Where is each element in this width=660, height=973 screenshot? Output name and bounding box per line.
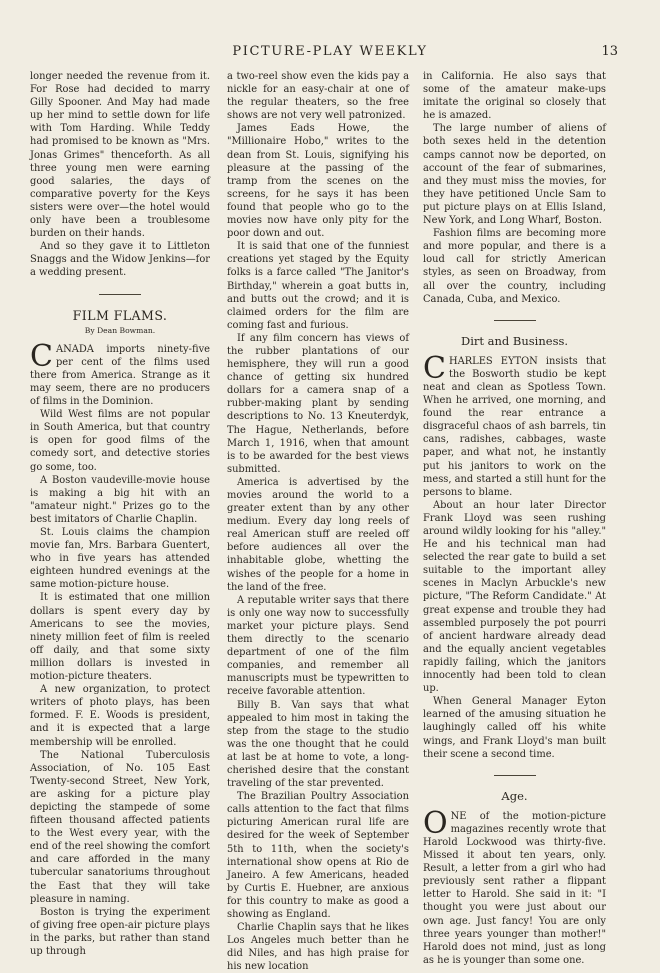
article-paragraph: A Boston vaudeville-movie house is making a big hit with an "amateur night." Prizes go to the best imitators of Charlie Chaplin. [30, 474, 210, 525]
drop-cap: C [423, 350, 446, 386]
article-paragraph: About an hour later Director Frank Lloyd was seen rushing around wildly looking for his "alley." He and his technical man had selected the rear gate to build a set suitable to the important alley scenes in Maclyn Arbuckle's new picture, "The Reform Candidate." At great expense and trouble they had assembled purposely the pot pourri of ancient hardware already dead and the equally ancient vegetables rapidly failing, which the janitors innocently had been told to clean up. [423, 499, 606, 695]
article-paragraph: America is advertised by the movies around the world to a greater extent than by any other medium. Every day long reels of real American stuff are reeled off before audiences all over the inhabitable globe, whetting the wishes of the people for a home in the land of the free. [227, 476, 409, 593]
film-flams-article [30, 309, 210, 959]
section-divider [494, 320, 536, 321]
article-paragraph: James Eads Howe, the "Millionaire Hobo," writes to the dean from St. Louis, signifying his pleasure at the passing of the tramp from the scenes on the screens, for he says it has been found that people who go to the movies now have only pity for the poor down and out. [227, 123, 409, 240]
article-paragraph [423, 350, 606, 499]
lead-words: ANADA [55, 343, 94, 355]
lead-text: imports ninety-five per cent of the films used there from America. Strange as it may seem, there are no producers of films in the Dominion. [30, 343, 210, 408]
article-paragraph: It is estimated that one million dollars is spent every day by Americans to see the movies, ninety million feet of film is reeled off daily, and that some sixty million dollars is invested in motion-picture theaters. [30, 592, 210, 683]
article-paragraph: Wild West films are not popular in South America, but that country is open for good films of the comedy sort, and detective stories go some, too. [30, 409, 210, 473]
article-title: FILM FLAMS. [72, 307, 168, 323]
article-paragraph: When General Manager Eyton learned of the amusing situation he laughingly called off his white wings, and Frank Lloyd's man built their scene a second time. [423, 696, 606, 760]
story-ending-paragraph: And so they gave it to Littleton Snaggs and the Widow Jenkins—for a wedding present. [30, 241, 210, 279]
article-paragraph: The large number of aliens of both sexes held in the detention camps cannot now be deported, on account of the fear of submarines, and they must miss the movies, for they have petitioned Uncle Sam to put picture plays on at Ellis Island, New York, and Long Wharf, Boston. [423, 123, 606, 227]
drop-cap: C [30, 338, 53, 374]
article-paragraph: A reputable writer says that there is only one way now to successfully market your picture plays. Send them directly to the scenario department of one of the film companies, and remember all manuscripts must be typewritten to receive favorable attention. [227, 594, 409, 698]
article-title: Age. [501, 788, 528, 803]
article-paragraph: St. Louis claims the champion movie fan, Mrs. Barbara Guentert, who in five years has attended eighteen hundred evenings at the same motion-picture house. [30, 527, 210, 591]
drop-cap: O [423, 805, 448, 841]
article-paragraph: Fashion films are becoming more and more popular, and there is a loud call for strictly American styles, as seen on Broadway, from all over the country, including Canada, Cuba, and Mexico. [423, 228, 606, 305]
column-3 [423, 70, 606, 967]
article-paragraph: in California. He also says that some of the amateur make-ups imitate the original so closely that he is amazed. [423, 71, 606, 122]
column-2 [227, 70, 409, 973]
page-header [0, 44, 660, 64]
lead-words: NE [450, 810, 467, 822]
lead-text: insists that the Bosworth studio be kept neat and clean as Spotless Town. When he arrived, one morning, and found the rear entrance a disgraceful chaos of ash barrels, tin cans, radishes, cabbages, waste paper, and what not, he instantly put his janitors to work on the mess, and started a still hunt for the persons to blame. [423, 355, 606, 498]
dirt-and-business-article [423, 335, 606, 761]
article-paragraph: Boston is trying the experiment of giving free open-air picture plays in the parks, but rather than stand up through [30, 906, 210, 957]
article-title: Dirt and Business. [460, 333, 569, 348]
byline: By Dean Bowman. [84, 325, 156, 335]
article-paragraph [423, 805, 606, 967]
article-paragraph: The Brazilian Poultry Association calls attention to the fact that films picturing American rural life are desired for the week of September 5th to 11th, when the society's international show opens at Rio de Janeiro. A few Americans, headed by Curtis E. Huebner, are anxious for this country to make as good a showing as England. [227, 791, 409, 920]
article-paragraph: It is said that one of the funniest creations yet staged by the Equity folks is a farce called "The Janitor's Birthday," wherein a goat butts in, and butts out the crowd; and it is claimed orders for the film are coming fast and furious. [227, 241, 409, 331]
article-paragraph: Billy B. Van says that what appealed to him most in taking the step from the stage to the studio was the one thought that he could at last be at home to vote, a long-cherished desire that the constant traveling of the star prevented. [227, 699, 409, 790]
article-paragraph: If any film concern has views of the rubber plantations of our hemisphere, they will run a good chance of getting six hundred dollars for a camera snap of a rubber-making plant by sending descriptions to No. 13 Kneuterdyk, The Hague, Netherlands, before March 1, 1916, when that amount is to be awarded for the best views submitted. [227, 332, 409, 475]
section-divider [99, 294, 141, 295]
page-number: 13 [601, 44, 618, 59]
article-paragraph: a two-reel show even the kids pay a nickle for an easy-chair at one of the regular theaters, so the free shows are not very well patronized. [227, 71, 409, 122]
story-ending-paragraph: longer needed the revenue from it. For Rose had decided to marry Gilly Spooner. And May had made up her mind to settle down for life with Tom Harding. While Teddy had promised to be known as "Mrs. Jonas Grimes" thenceforth. As all three young men were earning good salaries, the days of comparative poverty for the Keys sisters were over—the hotel would only have been a troublesome burden on their hands. [30, 71, 210, 240]
article-paragraph [30, 338, 210, 408]
running-head: PICTURE-PLAY WEEKLY [232, 44, 428, 59]
article-paragraph: The National Tuberculosis Association, of No. 105 East Twenty-second Street, New York, are asking for a picture play depicting the stampede of some fifteen thousand affected patients to the West every year, with the end of the reel showing the comfort and care afforded in the many tubercular sanatoriums throughout the East that they will take pleasure in naming. [30, 749, 210, 905]
article-paragraph: A new organization, to protect writers of photo plays, has been formed. F. E. Woods is president, and it is expected that a large membership will be enrolled. [30, 684, 210, 748]
column-1 [30, 70, 210, 958]
section-divider [494, 775, 536, 776]
article-paragraph: Charlie Chaplin says that he likes Los Angeles much better than he did Niles, and has high praise for his new location [227, 922, 409, 973]
lead-words: HARLES EYTON [448, 355, 538, 367]
age-article [423, 790, 606, 967]
lead-text: of the motion-picture magazines recently wrote that Harold Lockwood was thirty-five. Missed it about ten years, only. Result, a letter from a girl who had previously sent rather a flippant letter to Harold. She said in it: "I thought you were just about our own age. Just fancy! You are only three years younger than mother!" Harold does not mind, just as long as he is younger than some one. [423, 810, 606, 966]
